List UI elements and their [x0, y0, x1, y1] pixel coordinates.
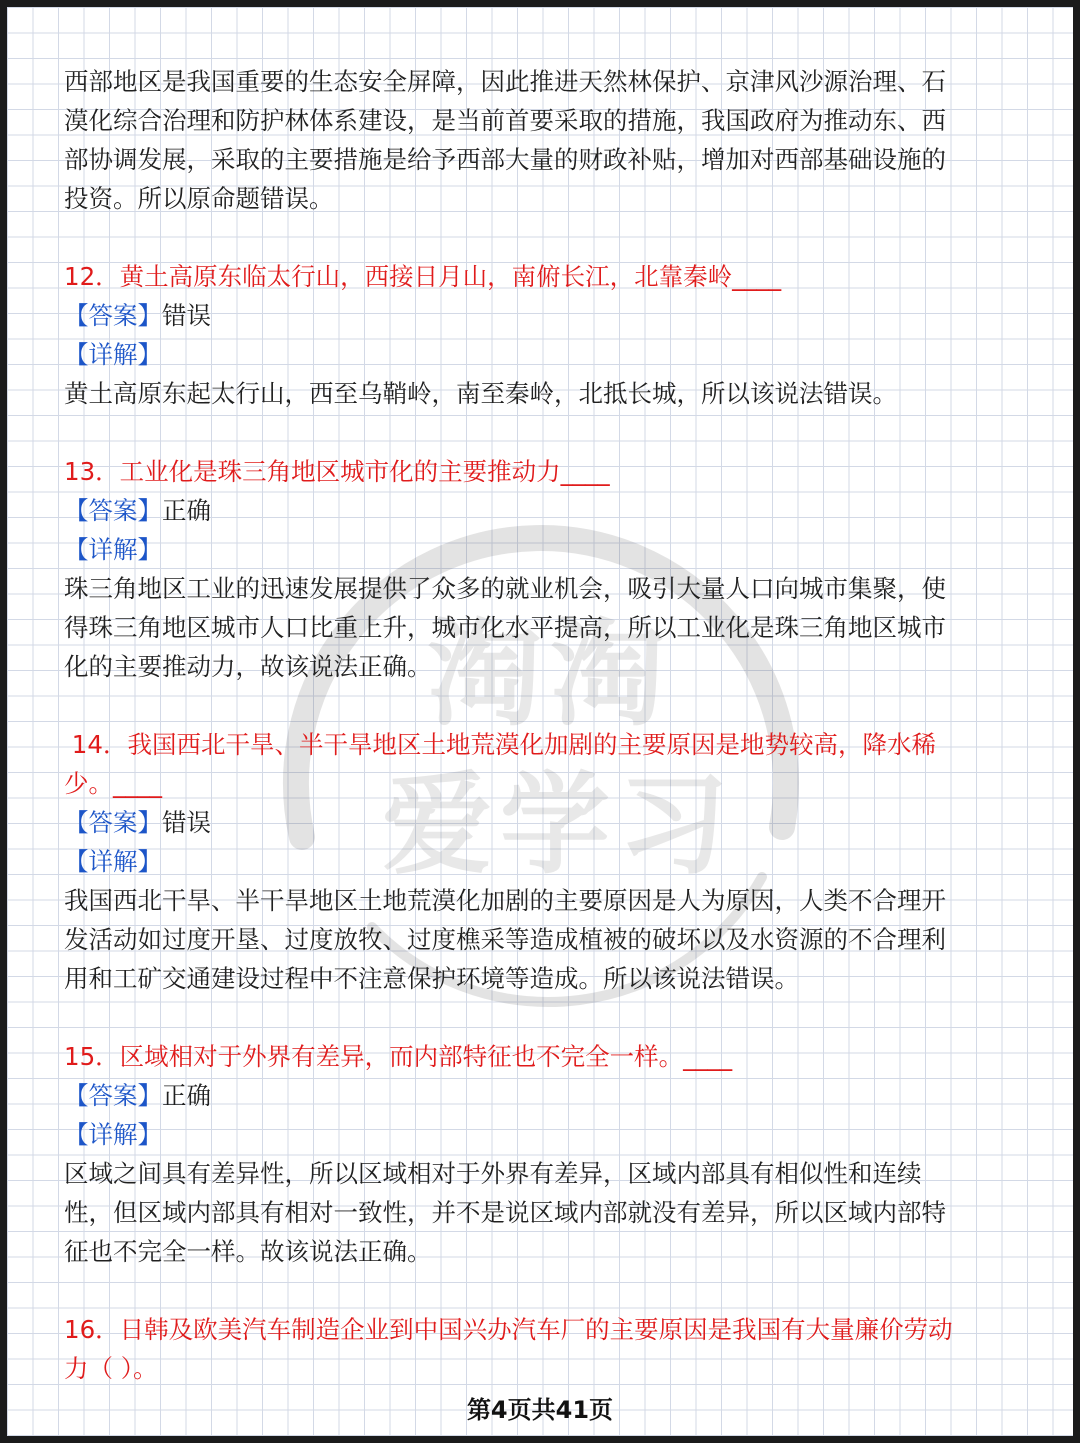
question-text: 14．我国西北干旱、半干旱地区土地荒漠化加剧的主要原因是地势较高，降水稀 [64, 730, 936, 759]
detail-tag: 【详解】 [64, 340, 162, 369]
answer-tag: 【答案】 [64, 496, 162, 525]
question-13 [64, 452, 1009, 686]
text-line: 西部地区是我国重要的生态安全屏障，因此推进天然林保护、京津风沙源治理、石 [64, 67, 946, 96]
detail-text: 区域之间具有差异性，所以区域相对于外界有差异，区域内部具有相似性和连续 [64, 1159, 922, 1188]
watermark-line1: 淘淘 [427, 608, 674, 742]
question-14 [64, 725, 1009, 998]
detail-tag: 【详解】 [64, 535, 162, 564]
answer-row [64, 296, 1009, 335]
question-text: 12．黄土高原东临太行山，西接日月山，南俯长江，北靠秦岭____ [64, 262, 782, 291]
answer-value: 正确 [162, 496, 211, 525]
answer-value: 错误 [162, 808, 211, 837]
watermark-line2: 爱学习 [382, 761, 736, 889]
answer-row [64, 491, 1009, 530]
page-number: 第4页共41页 [466, 1396, 614, 1424]
detail-text: 我国西北干旱、半干旱地区土地荒漠化加剧的主要原因是人为原因，人类不合理开 [64, 886, 946, 915]
detail-text: 得珠三角地区城市人口比重上升，城市化水平提高，所以工业化是珠三角地区城市 [64, 613, 946, 642]
question-text: 13．工业化是珠三角地区城市化的主要推动力____ [64, 457, 610, 486]
answer-tag: 【答案】 [64, 301, 162, 330]
intro-paragraph [64, 62, 1009, 218]
answer-value: 正确 [162, 1081, 211, 1110]
detail-text: 珠三角地区工业的迅速发展提供了众多的就业机会，吸引大量人口向城市集聚，使 [64, 574, 946, 603]
detail-text: 黄土高原东起太行山，西至乌鞘岭，南至秦岭，北抵长城，所以该说法错误。 [64, 379, 897, 408]
text-line: 部协调发展，采取的主要措施是给予西部大量的财政补贴，增加对西部基础设施的 [64, 145, 946, 174]
question-16 [64, 1310, 1009, 1388]
detail-text: 性，但区域内部具有相对一致性，并不是说区域内部就没有差异，所以区域内部特 [64, 1198, 946, 1227]
text-line: 投资。所以原命题错误。 [64, 184, 334, 213]
detail-text: 发活动如过度开垦、过度放牧、过度樵采等造成植被的破坏以及水资源的不合理利 [64, 925, 946, 954]
question-text: 16．日韩及欧美汽车制造企业到中国兴办汽车厂的主要原因是我国有大量廉价劳动 [64, 1315, 953, 1344]
question-text: 少。____ [64, 769, 162, 798]
question-15 [64, 1037, 1009, 1271]
answer-row [64, 1076, 1009, 1115]
question-text: 15．区域相对于外界有差异，而内部特征也不完全一样。____ [64, 1042, 733, 1071]
answer-row [64, 803, 1009, 842]
answer-value: 错误 [162, 301, 211, 330]
text-line: 漠化综合治理和防护林体系建设，是当前首要采取的措施，我国政府为推动东、西 [64, 106, 946, 135]
detail-tag: 【详解】 [64, 847, 162, 876]
detail-text: 化的主要推动力，故该说法正确。 [64, 652, 432, 681]
question-text: 力（ ）。 [64, 1354, 158, 1383]
question-12 [64, 257, 1009, 413]
detail-text: 征也不完全一样。故该说法正确。 [64, 1237, 432, 1266]
detail-text: 用和工矿交通建设过程中不注意保护环境等造成。所以该说法错误。 [64, 964, 799, 993]
answer-tag: 【答案】 [64, 1081, 162, 1110]
main-content [64, 62, 1009, 1388]
detail-tag: 【详解】 [64, 1120, 162, 1149]
answer-tag: 【答案】 [64, 808, 162, 837]
document-page [7, 7, 1073, 1436]
